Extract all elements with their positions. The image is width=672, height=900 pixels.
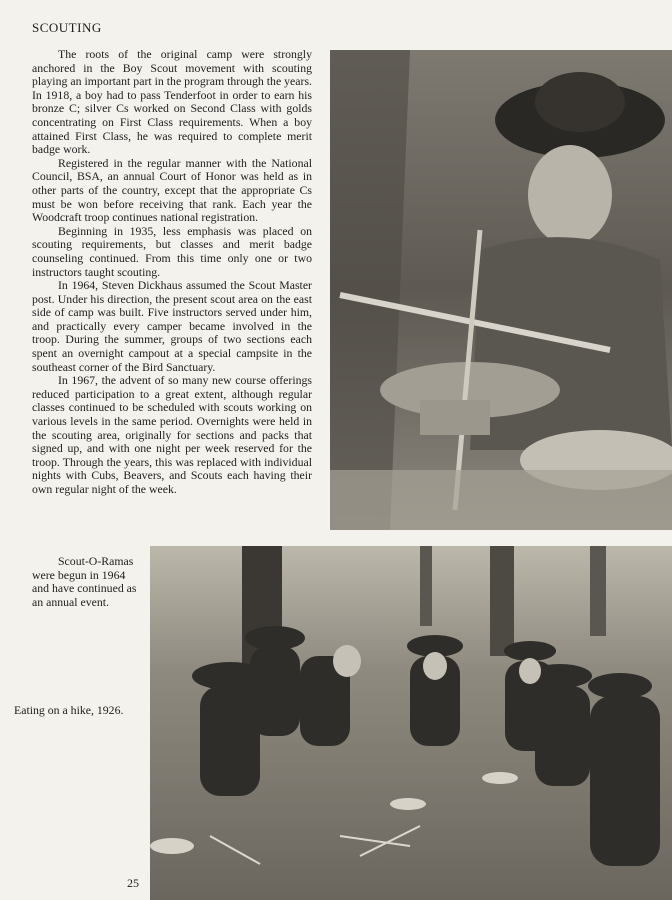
paragraph: In 1964, Steven Dickhaus assumed the Scout Master post. Under his direction, the present scout area on the east side of camp was built. Five instructors served under him, and practically every camper became involved in the troop. During the summer, groups of two sections each spent an overnight campout at a special campsite in the southeast corner of the Bird Sanctuary. xyxy=(32,278,312,374)
article-body xyxy=(32,48,312,497)
photo-caption: Eating on a hike, 1926. xyxy=(14,703,124,717)
section-header: SCOUTING xyxy=(32,20,102,35)
paragraph: Beginning in 1935, less emphasis was placed on scouting requirements, but classes and merit badge counseling continued. From this time only one or two instructors taught scouting. xyxy=(32,223,312,279)
photo-scout-whittling xyxy=(330,50,672,530)
article-body-continued xyxy=(32,555,144,609)
paragraph: In 1967, the advent of so many new course offerings reduced participation to a great extent, although regular classes continued to be scheduled with scouts working on various levels in the same period. Overnights were held in the scouting area, originally for sections and packs that signed up, and with one night per week reserved for the troop. Through the years, this was replaced with individual nights with Cubs, Beavers, and Scouts each having their own regular night of the week. xyxy=(32,373,312,496)
page-number: 25 xyxy=(127,876,139,890)
photo-eating-on-hike xyxy=(150,546,672,900)
paragraph: The roots of the original camp were strongly anchored in the Boy Scout movement with scouting playing an important part in the program through the years. In 1918, a boy had to pass Tenderfoot in order to earn his bronze C; silver Cs worked on Second Class with golds concentrating on First Class requirements. When a boy attained First Class, he was required to complete merit badge work. xyxy=(32,47,312,157)
paragraph: Registered in the regular manner with the National Council, BSA, an annual Court of Honor was held as in other parts of the country, except that the appropriate Cs must be won before receiving that rank. Each year the Woodcraft troop continues national registration. xyxy=(32,155,312,225)
paragraph: Scout-O-Ramas were begun in 1964 and have continued as an annual event. xyxy=(32,554,137,609)
